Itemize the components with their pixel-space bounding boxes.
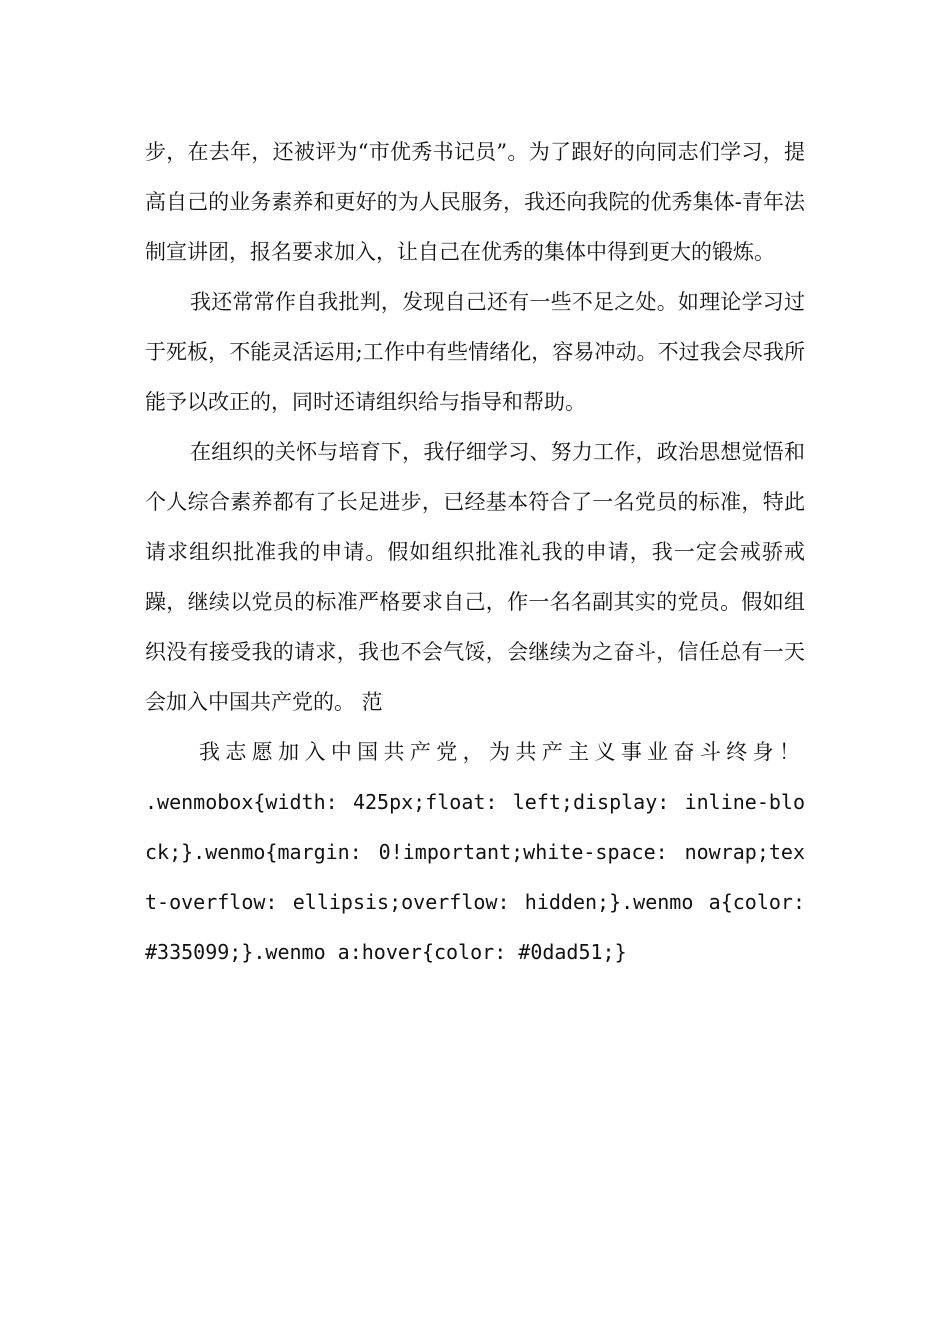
paragraph-continuation: 步，在去年，还被评为“市优秀书记员”。为了跟好的向同志们学习，提高自己的业务素养和更好的为人民服务，我还向我院的优秀集体-青年法制宣讲团，报名要求加入，让自己在优秀的集体中得到更大的锻炼。 xyxy=(145,140,805,264)
motto-line: 我志愿加入中国共产党，为共产主义事业奋斗终身！ xyxy=(199,740,805,764)
paragraph-application-request: 在组织的关怀与培育下，我仔细学习、努力工作，政治思想觉悟和个人综合素养都有了长足进步，已经基本符合了一名党员的标准，特此请求组织批准我的申请。假如组织批准礼我的申请，我一定会戒骄戒躁，继续以党员的标准严格要求自己，作一名名副其实的党员。假如组织没有接受我的请求，我也不会气馁，会继续为之奋斗，信任总有一天会加入中国共产党的。 范 xyxy=(145,440,805,714)
css-residue-text: .wenmobox{width: 425px;float: left;display: inline-block;}.wenmo{margin: 0!important;white-space: nowrap;text-overflow: ellipsis;overflow: hidden;}.wenmo a{color: #335099;}.wenmo a:hover{color: #0dad51;} xyxy=(145,790,805,964)
paragraph-self-criticism: 我还常常作自我批判，发现自己还有一些不足之处。如理论学习过于死板，不能灵活运用;工作中有些情绪化，容易冲动。不过我会尽我所能予以改正的，同时还请组织给与指导和帮助。 xyxy=(145,290,805,414)
document-page xyxy=(145,127,805,977)
